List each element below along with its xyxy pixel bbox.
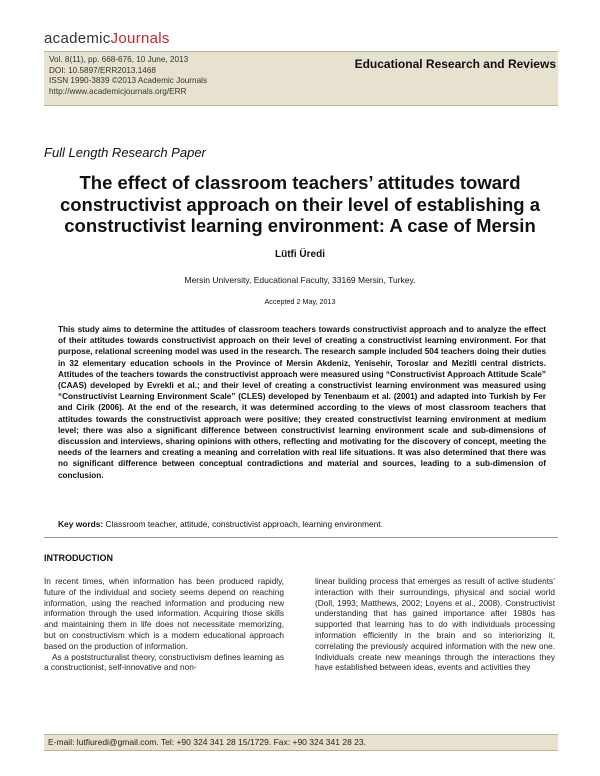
- body-column-right: [315, 576, 555, 673]
- divider: [44, 537, 558, 538]
- paper-type: Full Length Research Paper: [44, 145, 206, 160]
- paragraph: In recent times, when information has been produced rapidly, future of the individual and society seems depend on reaching information, using the reached information and producing new information through the used information. Acquiring those skills and maintaining them in life does not necessitate memorizing, but on constructivism which is a modern educational approach based on the production of information.: [44, 576, 284, 651]
- paragraph: As a poststructuralist theory, constructivism defines learning as a constructionist, self-innovative and non-: [44, 651, 284, 673]
- author-name: Lütfi Üredi: [275, 249, 325, 260]
- footer-contact-bar: [44, 734, 558, 751]
- doi-line: DOI: 10.5897/ERR2013.1468: [49, 65, 156, 75]
- journal-name: Educational Research and Reviews: [354, 57, 556, 71]
- logo-part-journals: Journals: [110, 30, 170, 47]
- volume-line: Vol. 8(11), pp. 668-676, 10 June, 2013: [49, 55, 189, 64]
- body-column-left: [44, 576, 284, 673]
- publication-meta: [49, 55, 207, 97]
- author-affiliation: Mersin University, Educational Faculty, 33169 Mersin, Turkey.: [184, 275, 416, 285]
- section-heading-introduction: INTRODUCTION: [44, 553, 113, 563]
- abstract: This study aims to determine the attitudes of classroom teachers towards constructivist approach and to analyze the effect of their attitudes towards constructivist approach on their level of creating a constructivist learning environment. For that purpose, relational screening model was used in the research. The research sample included 504 teachers doing their duties in 32 elementary education schools in the Province of Mersin Akdeniz, Yenisehir, Toroslar and Mezitli central districts. Attitudes of the teachers towards the constructivist approach were measured using “Constructivist Approach Attitude Scale” (CAAS) developed by Evrekli et al.; and their level of creating a constructivist learning environment was measured using “Constructivist Learning Environment Scale” (CLES) developed by Tenenbaum et al. (2001) and adapted into Turkish by Fer and Cirik (2006). At the end of the research, it was determined according to the views of most classroom teachers that attitudes towards the constructivist approach were positive; they created constructivist learning environment at medium level; there was also a significant difference between constructivist learning environment scale and sub-dimensions of discussion and interviews, sharing opinions with others, reflecting and motivating for the discovery of concept, meeting the needs of the learners and creating a meaning and correlation with real life situations. It was also determined that there was no significant difference between conceptual contradictions and material and sources, leading to a sub-dimension of conclusion.: [58, 325, 546, 480]
- issn-line: ISSN 1990-3839 ©2013 Academic Journals: [49, 76, 208, 85]
- accepted-date: Accepted 2 May, 2013: [264, 297, 336, 306]
- keywords-label: Key words:: [58, 519, 104, 529]
- keywords-text: Classroom teacher, attitude, constructivist approach, learning environment.: [105, 519, 383, 529]
- keywords: [58, 519, 546, 529]
- url-line[interactable]: http://www.academicjournals.org/ERR: [49, 86, 187, 96]
- contact-info: E-mail: lutfiuredi@gmail.com. Tel: +90 324 341 28 15/1729. Fax: +90 324 341 28 23.: [48, 737, 366, 747]
- logo-part-academic: academic: [44, 30, 111, 47]
- paragraph: linear building process that emerges as result of active students’ interaction with their surroundings, physical and social world (Doll, 1993; Matthews, 2002; Loyens et al., 2008). Constructivist understanding that has gained importance after 1980s has supported that learning has to do with individuals processing information efficiently in the brain and so interiorizing it, correlating the previously acquired information with the new one. Individuals create new meanings through the interactions they have established between ideas, events and activities they: [315, 576, 555, 673]
- header-info-box: [44, 51, 558, 106]
- paper-title: The effect of classroom teachers’ attitudes toward constructivist approach on their level of establishing a constructivist learning environment: A case of Mersin: [59, 172, 541, 236]
- journal-logo: [44, 30, 170, 47]
